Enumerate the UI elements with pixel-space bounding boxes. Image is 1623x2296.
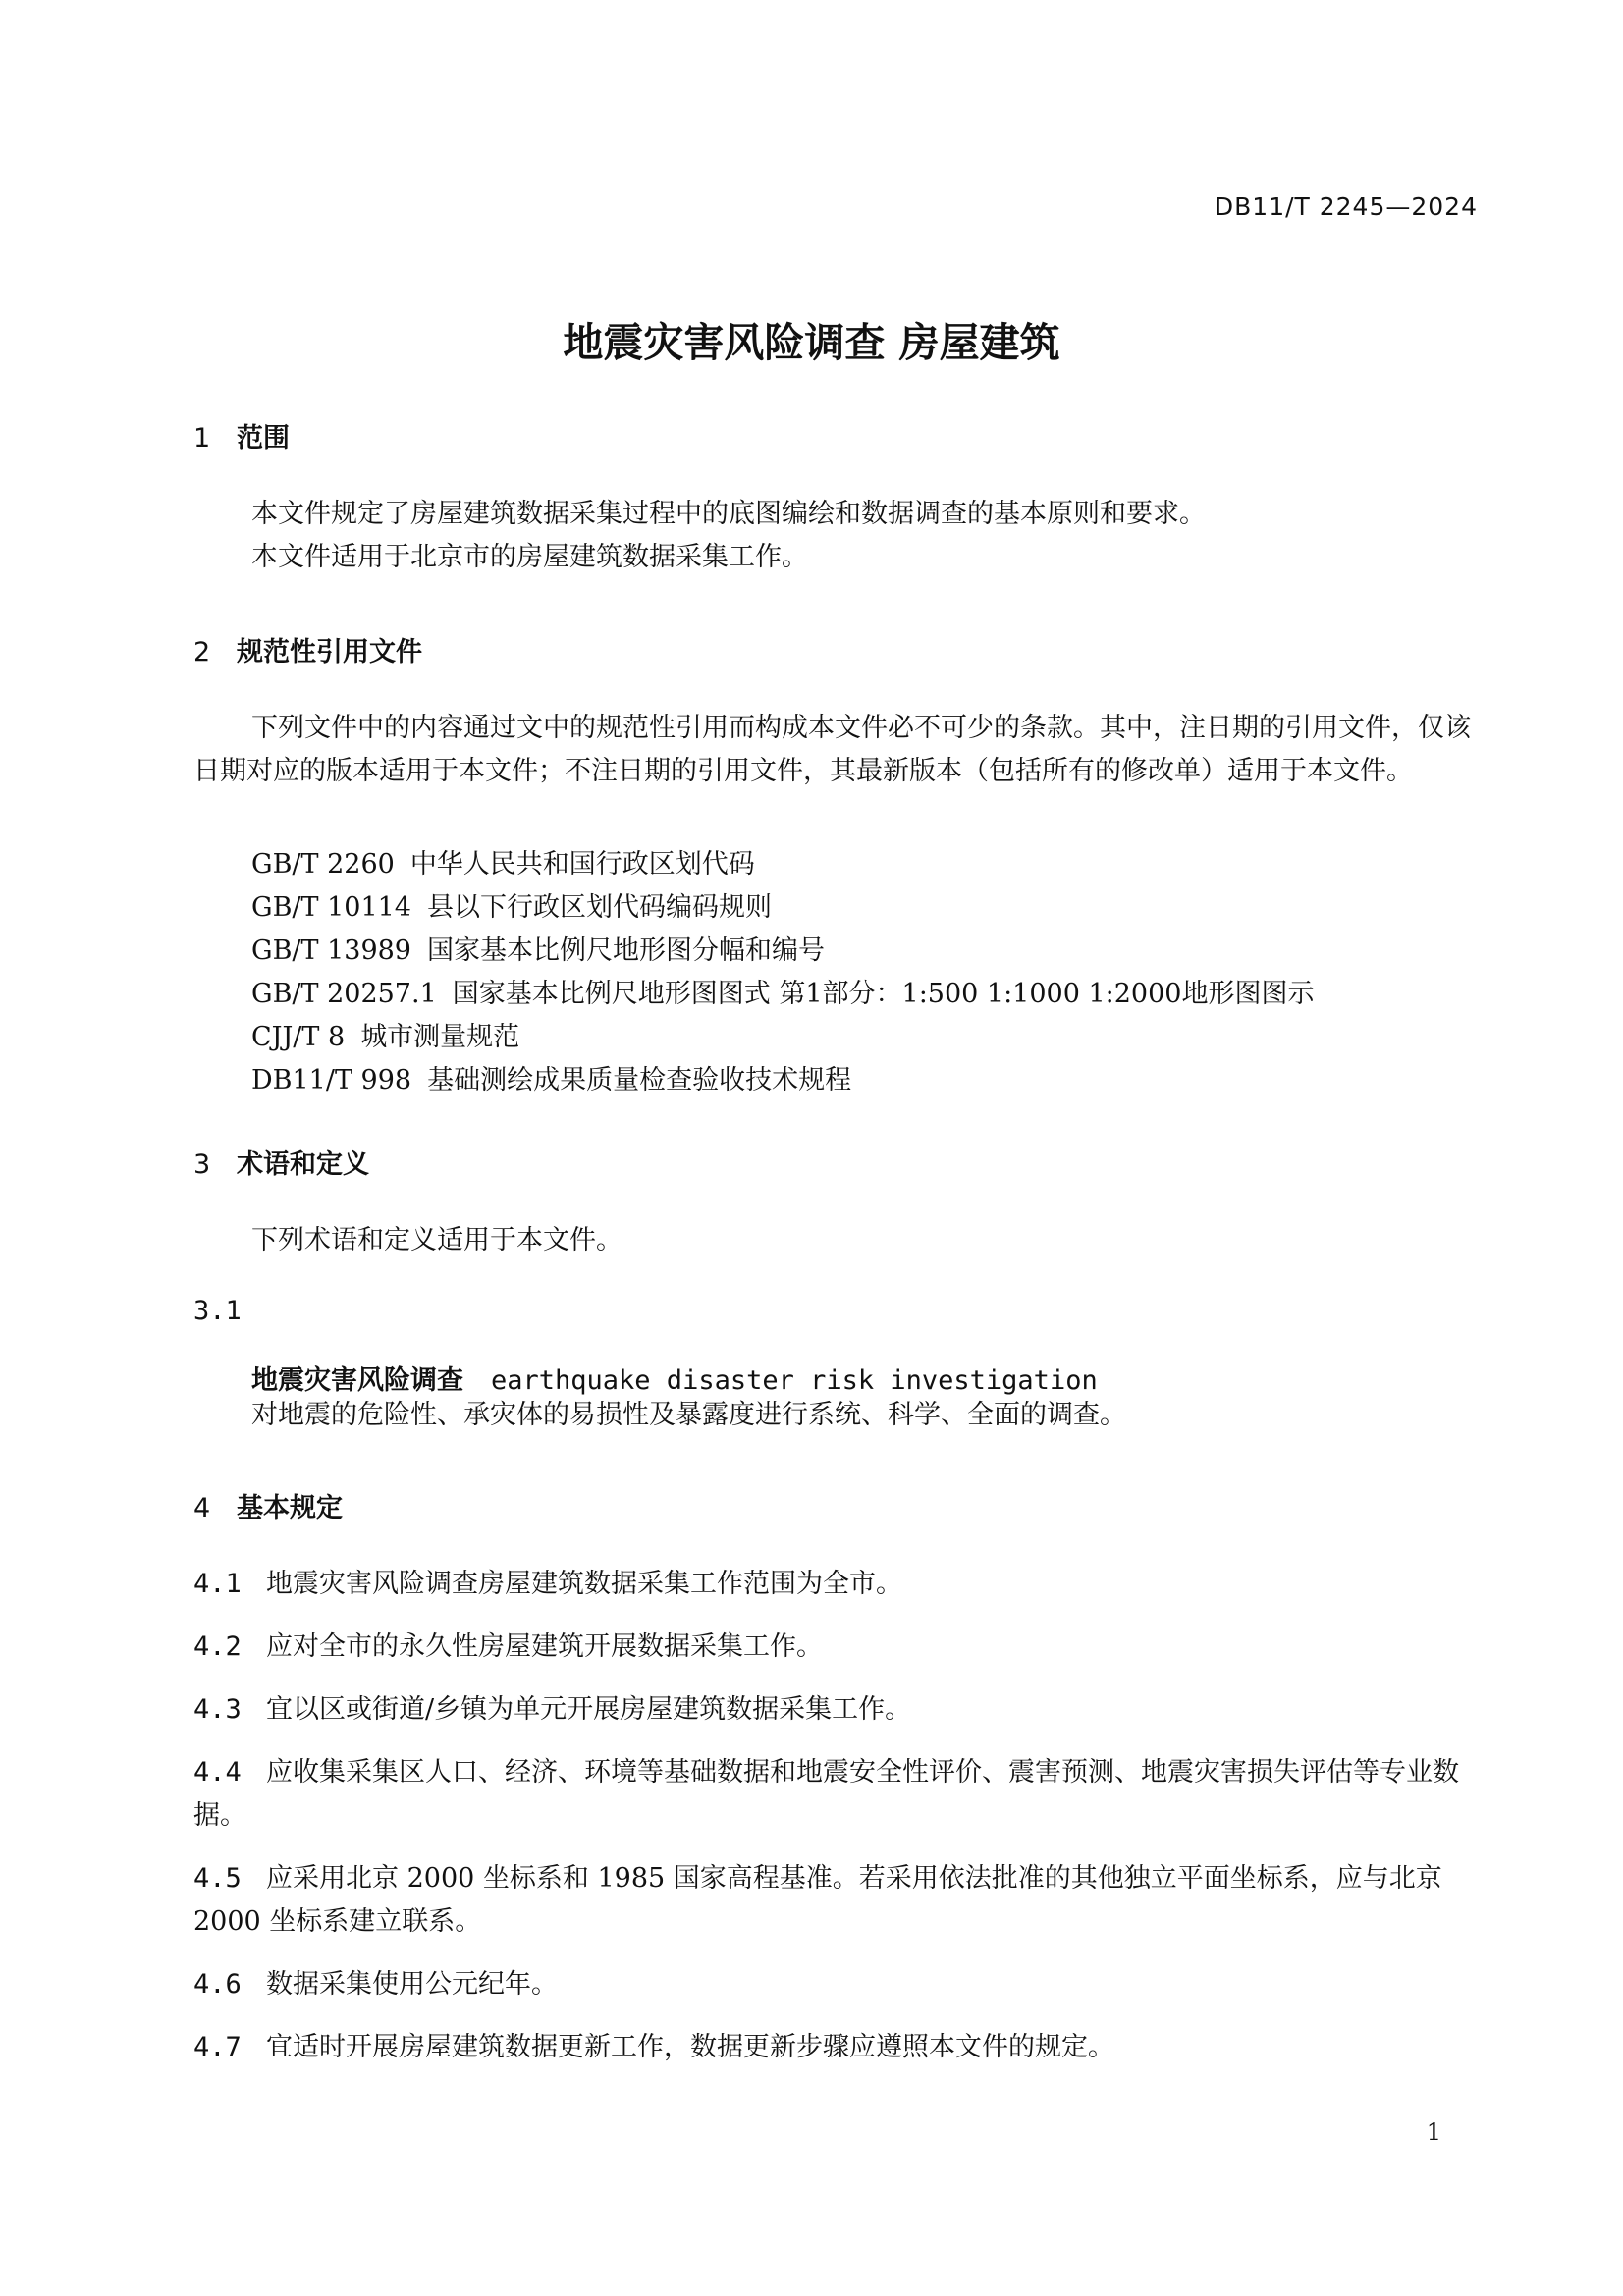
- reference-item: [251, 1058, 851, 1096]
- reference-title: 国家基本比例尺地形图图式 第1部分：1:500 1:1000 1:2000地形图图示: [452, 979, 1315, 1009]
- term-definition: 对地震的危险性、承灾体的易损性及暴露度进行系统、科学、全面的调查。: [251, 1400, 1126, 1430]
- reference-title: 基础测绘成果质量检查验收技术规程: [427, 1065, 852, 1095]
- reference-code: GB/T 10114: [251, 892, 411, 923]
- clause-number: 4.4: [193, 1757, 242, 1788]
- paragraph: 本文件适用于北京市的房屋建筑数据采集工作。: [251, 542, 808, 572]
- clause-text: 应对全市的永久性房屋建筑开展数据采集工作。: [266, 1631, 823, 1662]
- reference-item: [251, 1015, 519, 1053]
- section-4-heading: [193, 1486, 343, 1524]
- references-intro: 下列文件中的内容通过文中的规范性引用而构成本文件必不可少的条款。其中，注日期的引用文件，仅该日期对应的版本适用于本文件；不注日期的引用文件，其最新版本（包括所有的修改单）适用于本文件。: [193, 713, 1471, 786]
- document-title: 地震灾害风险调查 房屋建筑: [563, 319, 1060, 366]
- clause: [193, 2026, 1114, 2069]
- clause-text: 应采用北京 2000 坐标系和 1985 国家高程基准。若采用依法批准的其他独立平面坐标系，应与北京 2000 坐标系建立联系。: [193, 1863, 1442, 1937]
- section-title: 规范性引用文件: [237, 637, 422, 667]
- standard-code: DB11/T 2245—2024: [1214, 192, 1478, 221]
- reference-title: 城市测量规范: [360, 1022, 520, 1052]
- term-number: 3.1: [193, 1296, 242, 1326]
- term-entry: [251, 1359, 1098, 1397]
- clause-number: 4.5: [193, 1863, 242, 1894]
- section-1-heading: [193, 416, 290, 454]
- reference-item: [251, 972, 1314, 1010]
- clause-text: 宜以区或街道/乡镇为单元开展房屋建筑数据采集工作。: [266, 1694, 912, 1725]
- clause: [193, 1563, 902, 1606]
- clause-text: 应收集采集区人口、经济、环境等基础数据和地震安全性评价、震害预测、地震灾害损失评估等专业数据。: [193, 1757, 1459, 1831]
- paragraph: 下列术语和定义适用于本文件。: [251, 1225, 622, 1255]
- section-3-heading: [193, 1143, 369, 1181]
- page-number: 1: [1426, 2118, 1441, 2146]
- section-number: 3: [193, 1149, 211, 1180]
- reference-code: GB/T 20257.1: [251, 979, 437, 1009]
- section-2-heading: [193, 630, 422, 668]
- section-number: 4: [193, 1493, 211, 1523]
- reference-item: [251, 885, 772, 924]
- section-title: 范围: [237, 423, 290, 454]
- term-english: earthquake disaster risk investigation: [491, 1365, 1098, 1396]
- clause: [193, 1963, 558, 2006]
- clause-number: 4.7: [193, 2032, 242, 2062]
- clause-text: 宜适时开展房屋建筑数据更新工作，数据更新步骤应遵照本文件的规定。: [266, 2032, 1114, 2062]
- section-number: 1: [193, 423, 211, 454]
- term-chinese: 地震灾害风险调查: [251, 1365, 463, 1396]
- reference-item: [251, 929, 825, 967]
- reference-code: GB/T 2260: [251, 849, 395, 880]
- clause-number: 4.3: [193, 1694, 242, 1725]
- clause: [193, 1626, 823, 1669]
- reference-title: 中华人民共和国行政区划代码: [409, 849, 755, 880]
- reference-title: 县以下行政区划代码编码规则: [427, 892, 772, 923]
- clause-number: 4.1: [193, 1569, 242, 1599]
- reference-code: DB11/T 998: [251, 1065, 412, 1095]
- paragraph: 本文件规定了房屋建筑数据采集过程中的底图编绘和数据调查的基本原则和要求。: [251, 499, 1206, 529]
- clause: [193, 1857, 1478, 1944]
- reference-item: [251, 842, 755, 881]
- clause-text: 数据采集使用公元纪年。: [266, 1969, 558, 2000]
- section-number: 2: [193, 637, 211, 667]
- reference-code: CJJ/T 8: [251, 1022, 346, 1052]
- section-title: 术语和定义: [237, 1149, 369, 1180]
- clause: [193, 1688, 911, 1732]
- section-title: 基本规定: [237, 1493, 343, 1523]
- clause-number: 4.6: [193, 1969, 242, 2000]
- clause: [193, 1751, 1478, 1838]
- reference-code: GB/T 13989: [251, 935, 411, 966]
- clause-number: 4.2: [193, 1631, 242, 1662]
- clause-text: 地震灾害风险调查房屋建筑数据采集工作范围为全市。: [266, 1569, 902, 1599]
- reference-title: 国家基本比例尺地形图分幅和编号: [427, 935, 825, 966]
